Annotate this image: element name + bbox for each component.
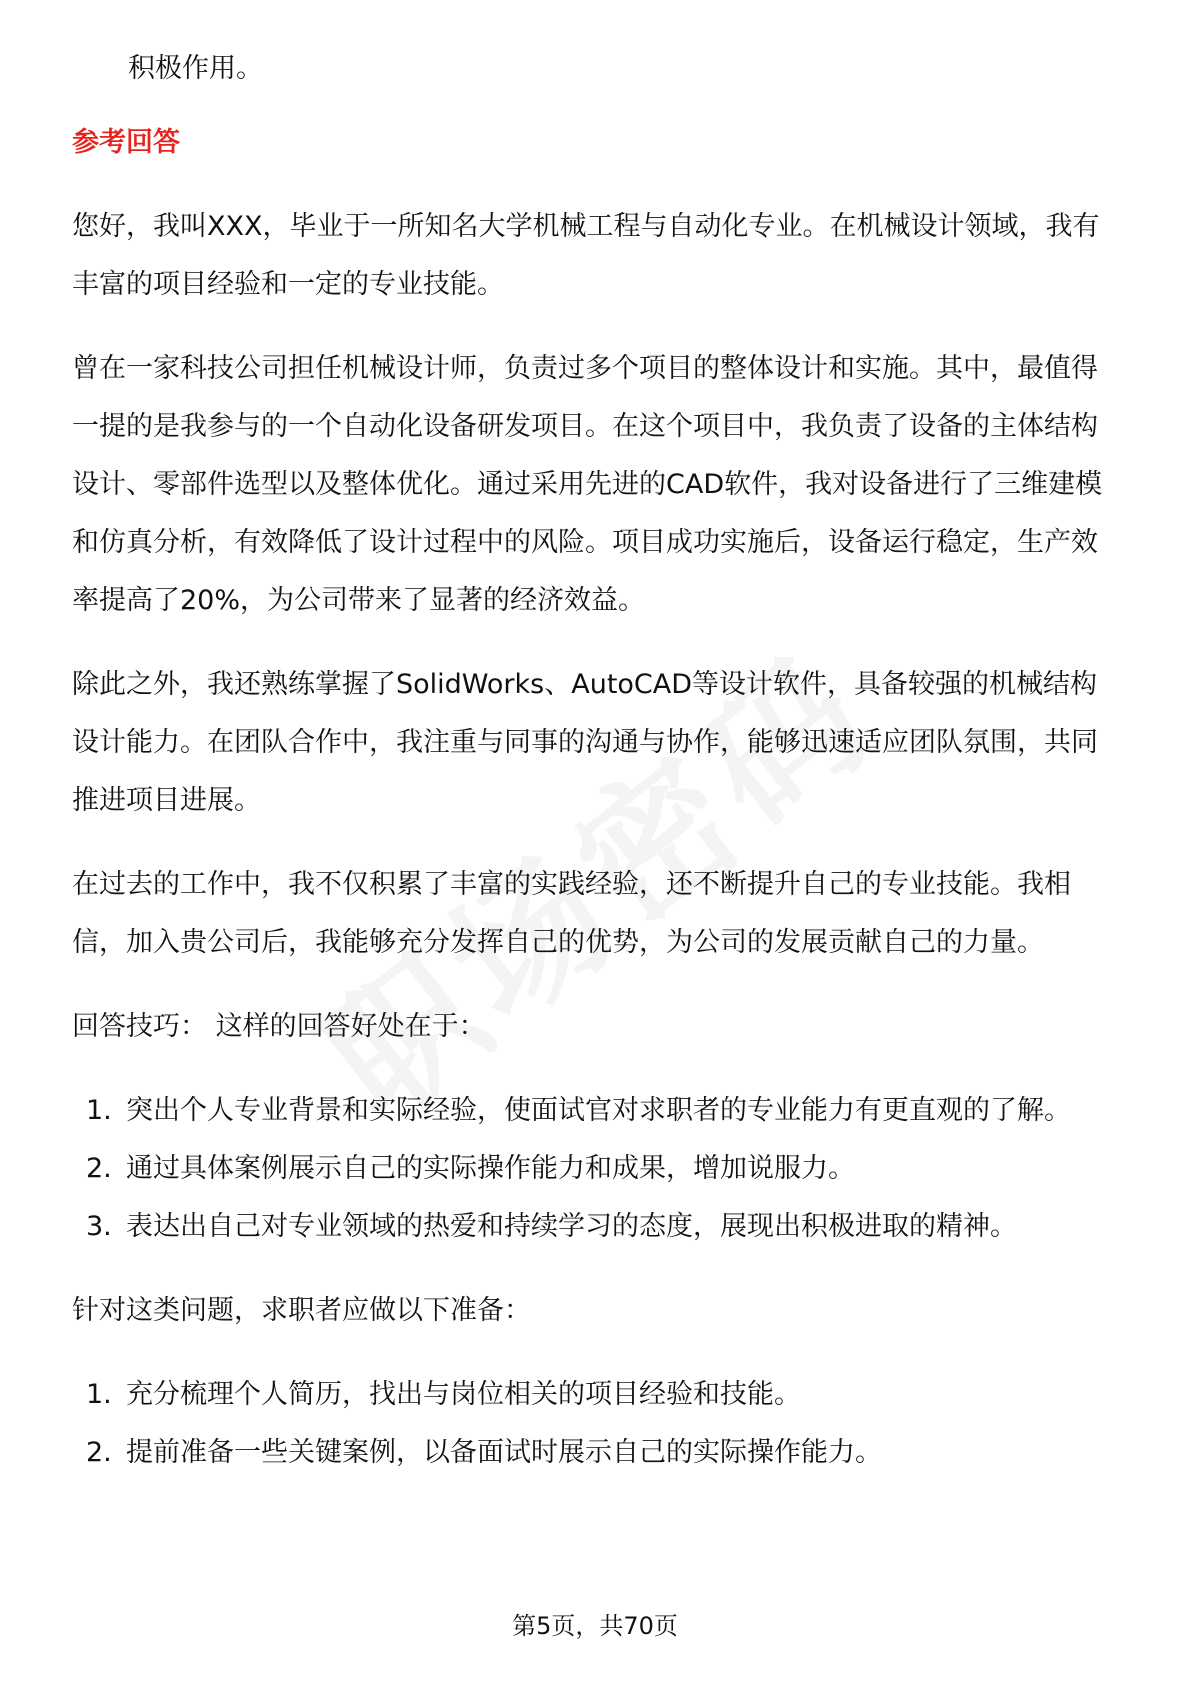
- reference-answer-heading: 参考回答: [72, 127, 180, 158]
- answer-paragraph-1: 您好，我叫XXX，毕业于一所知名大学机械工程与自动化专业。在机械设计领域，我有丰富的项目经验和一定的专业技能。: [72, 211, 1100, 300]
- list-item: [72, 1082, 1120, 1140]
- tips-list: [72, 1082, 1120, 1256]
- prep-list: [72, 1366, 1120, 1482]
- list-number: 3.: [86, 1211, 112, 1242]
- list-number: 1.: [86, 1379, 112, 1410]
- list-item: [72, 1198, 1120, 1256]
- list-text: 表达出自己对专业领域的热爱和持续学习的态度，展现出积极进取的精神。: [126, 1211, 1017, 1242]
- answer-paragraph-2: 曾在一家科技公司担任机械设计师，负责过多个项目的整体设计和实施。其中，最值得一提的是我参与的一个自动化设备研发项目。在这个项目中，我负责了设备的主体结构设计、零部件选型以及整体优化。通过采用先进的CAD软件，我对设备进行了三维建模和仿真分析，有效降低了设计过程中的风险。项目成功实施后，设备运行稳定，生产效率提高了20%，为公司带来了显著的经济效益。: [72, 353, 1103, 616]
- page-footer: 第5页，共70页: [512, 1612, 678, 1640]
- answer-paragraph-4: 在过去的工作中，我不仅积累了丰富的实践经验，还不断提升自己的专业技能。我相信，加入贵公司后，我能够充分发挥自己的优势，为公司的发展贡献自己的力量。: [72, 869, 1071, 958]
- list-text: 提前准备一些关键案例，以备面试时展示自己的实际操作能力。: [126, 1437, 882, 1468]
- document-body: [72, 40, 1120, 1482]
- prep-intro: 针对这类问题，求职者应做以下准备：: [72, 1295, 531, 1326]
- list-number: 2.: [86, 1437, 112, 1468]
- list-text: 通过具体案例展示自己的实际操作能力和成果，增加说服力。: [126, 1153, 855, 1184]
- list-item: [72, 1140, 1120, 1198]
- list-item: [72, 1366, 1120, 1424]
- list-number: 2.: [86, 1153, 112, 1184]
- tips-intro: 回答技巧： 这样的回答好处在于：: [72, 1011, 486, 1042]
- list-text: 突出个人专业背景和实际经验，使面试官对求职者的专业能力有更直观的了解。: [126, 1095, 1071, 1126]
- continuation-text: 积极作用。: [128, 53, 263, 84]
- list-text: 充分梳理个人简历，找出与岗位相关的项目经验和技能。: [126, 1379, 801, 1410]
- answer-paragraph-3: 除此之外，我还熟练掌握了SolidWorks、AutoCAD等设计软件，具备较强的机械结构设计能力。在团队合作中，我注重与同事的沟通与协作，能够迅速适应团队氛围，共同推进项目进展。: [72, 669, 1098, 816]
- list-number: 1.: [86, 1095, 112, 1126]
- list-item: [72, 1424, 1120, 1482]
